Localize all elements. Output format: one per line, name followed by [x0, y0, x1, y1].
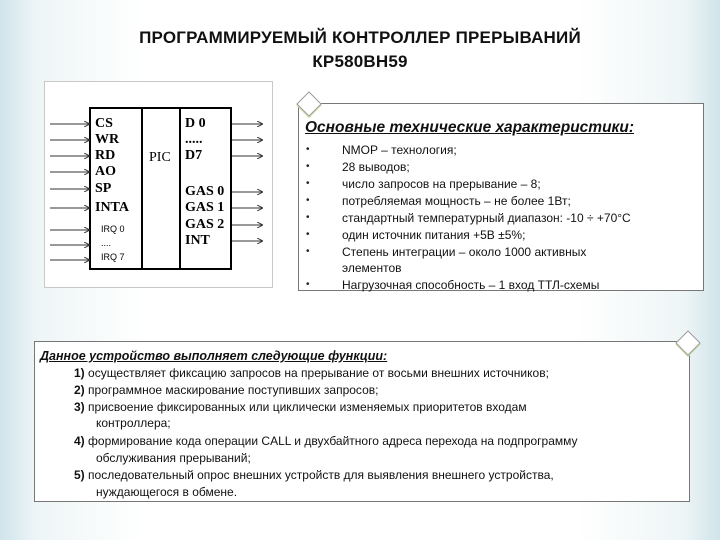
irq0-label: IRQ 0 [101, 224, 125, 234]
function-item [74, 383, 378, 398]
spec-item: Нагрузочная способность – 1 вход ТТЛ-схемы [342, 278, 600, 292]
specs-title: Основные технические характеристики: [305, 119, 635, 136]
function-text: контроллера; [96, 416, 171, 430]
spec-bullet: • [306, 246, 310, 257]
function-number: 2) [74, 383, 85, 397]
function-text: нуждающегося в обмене. [96, 485, 238, 499]
spec-bullet: • [306, 212, 310, 223]
spec-item: стандартный температурный диапазон: -10 ÷ +70°C [342, 211, 631, 225]
function-item [74, 400, 527, 415]
pin-data-ellipsis: ..... [185, 132, 203, 147]
function-number: 4) [74, 434, 85, 448]
function-item-continued [96, 451, 251, 466]
function-item-continued [96, 485, 237, 500]
irq7-label: IRQ 7 [101, 252, 125, 262]
function-item [74, 434, 578, 449]
pin-gas2: GAS 2 [185, 217, 225, 232]
pin-sp: SP [95, 181, 112, 196]
function-text: программное маскирование поступивших запросов; [88, 383, 379, 397]
function-text: осуществляет фиксацию запросов на прерывание от восьми внешних источников; [88, 366, 549, 380]
spec-bullet: • [306, 161, 310, 172]
slide-subtitle: КР580ВН59 [312, 52, 408, 71]
spec-item: 28 выводов; [342, 160, 410, 174]
pin-wr: WR [95, 132, 120, 147]
pin-inta: INTA [95, 200, 129, 215]
function-number: 1) [74, 366, 85, 380]
function-item-continued [96, 416, 171, 431]
pin-d7: D7 [185, 148, 203, 163]
irq-ellipsis: .... [101, 238, 112, 248]
spec-item: NMOP – технология; [342, 143, 457, 157]
function-text: формирование кода операции CALL и двухбайтного адреса перехода на подпрограмму [88, 434, 578, 448]
pin-gas0: GAS 0 [185, 184, 225, 199]
spec-item-continued: элементов [342, 261, 402, 275]
spec-item: один источник питания +5В ±5%; [342, 228, 526, 242]
spec-bullet: • [306, 144, 310, 155]
pic-label: PIC [149, 150, 171, 165]
function-item [74, 468, 554, 483]
function-text: присвоение фиксированных или циклически изменяемых приоритетов входам [88, 400, 527, 414]
pin-rd: RD [95, 148, 116, 163]
pin-cs: CS [95, 116, 113, 131]
pin-int: INT [185, 233, 210, 248]
pin-gas1: GAS 1 [185, 200, 225, 215]
spec-bullet: • [306, 195, 310, 206]
spec-item: потребляемая мощность – не более 1Вт; [342, 194, 571, 208]
functions-title: Данное устройство выполняет следующие функции: [40, 349, 388, 363]
pin-ao: AO [95, 164, 116, 179]
spec-bullet: • [306, 229, 310, 240]
function-number: 3) [74, 400, 85, 414]
pin-d0: D 0 [185, 116, 206, 131]
function-text: обслуживания прерываний; [96, 451, 251, 465]
spec-item: число запросов на прерывание – 8; [342, 177, 541, 191]
function-text: последовательный опрос внешних устройств для выявления внешнего устройства, [88, 468, 554, 482]
function-item [74, 366, 549, 381]
spec-item: Степень интеграции – около 1000 активных [342, 245, 587, 259]
spec-bullet: • [306, 279, 310, 290]
function-number: 5) [74, 468, 85, 482]
slide-title: ПРОГРАММИРУЕМЫЙ КОНТРОЛЛЕР ПРЕРЫВАНИЙ [139, 28, 581, 47]
spec-bullet: • [306, 178, 310, 189]
